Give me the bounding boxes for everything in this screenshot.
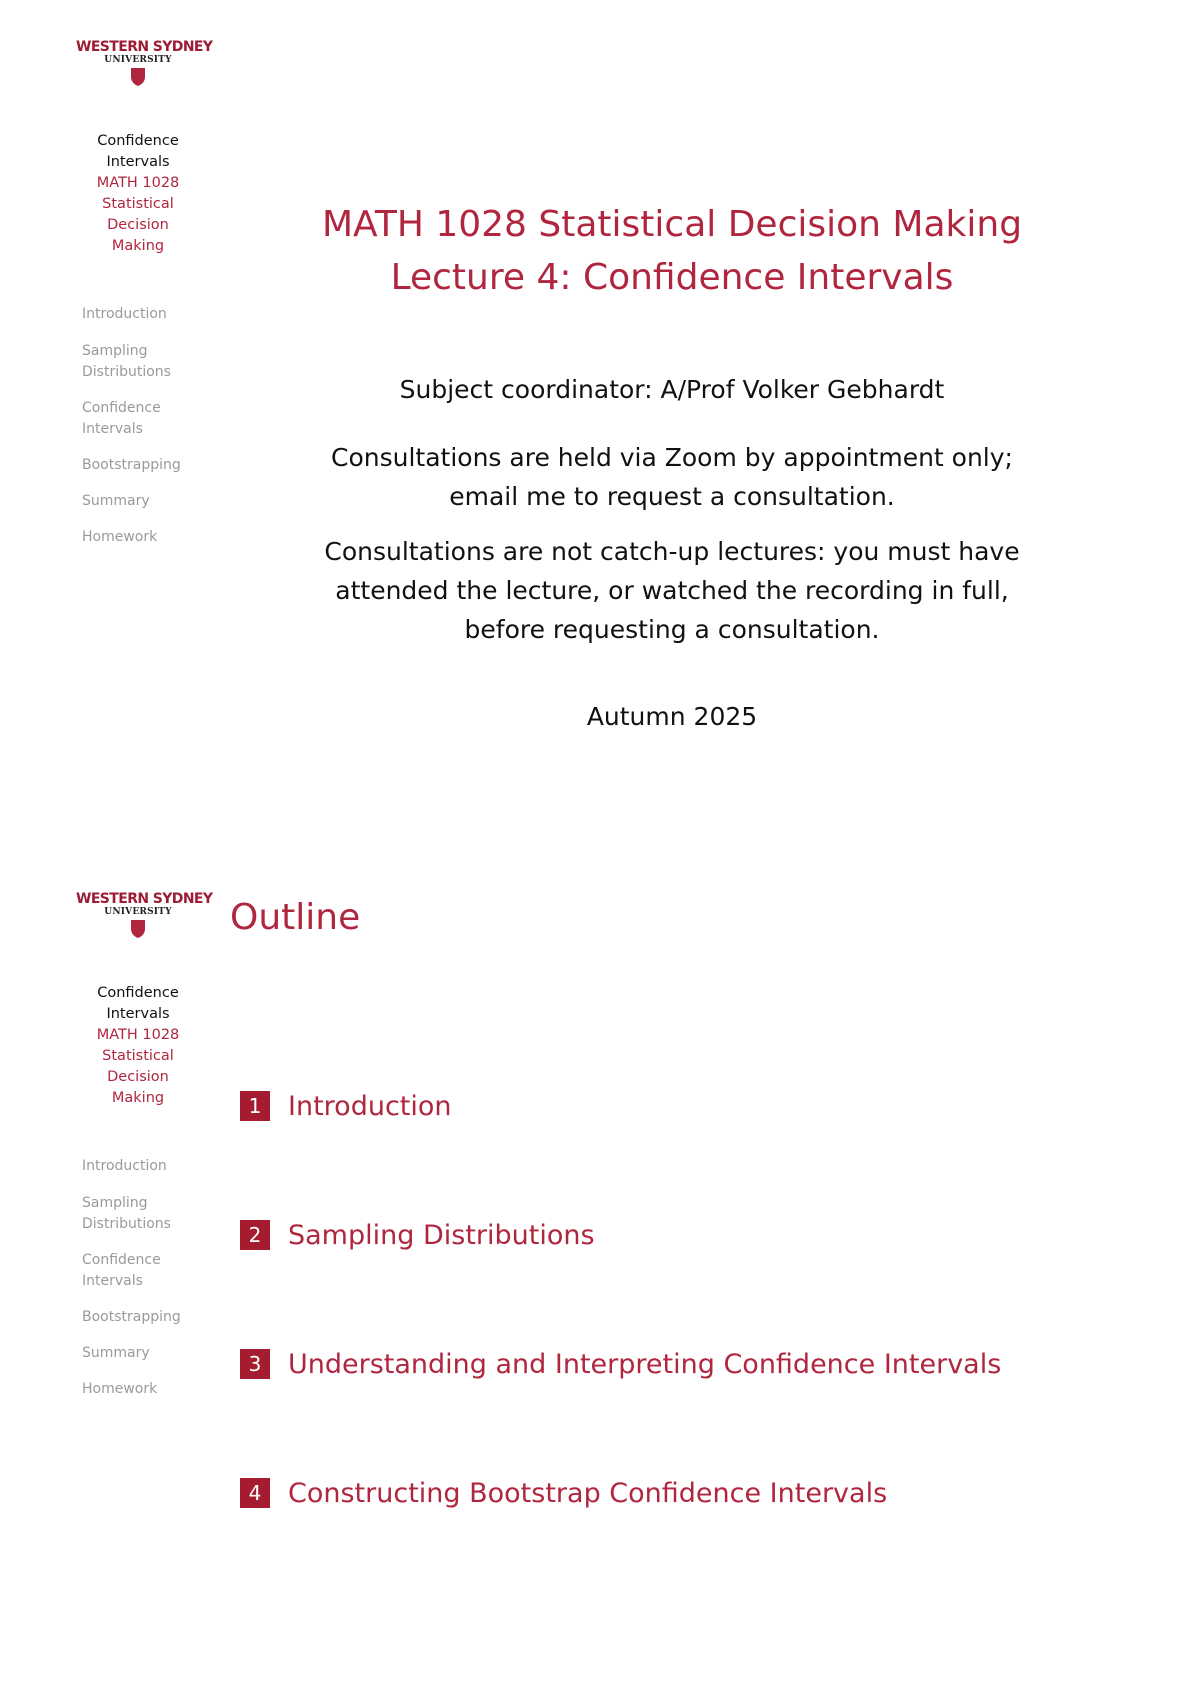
sidebar bbox=[0, 0, 213, 848]
sidebar-title[interactable]: Confidence Intervals bbox=[97, 133, 179, 170]
consultation-info: Consultations are held via Zoom by appointment only; email me to request a consultation. bbox=[331, 443, 1013, 511]
sidebar-item-summary[interactable]: Summary bbox=[82, 1345, 150, 1361]
logo-top-text: WESTERN SYDNEY bbox=[76, 891, 213, 907]
university-logo bbox=[76, 39, 213, 87]
lecture-title-line1: MATH 1028 Statistical Decision Making bbox=[321, 204, 1023, 245]
sidebar-item-bootstrapping[interactable]: Bootstrapping bbox=[82, 457, 181, 473]
shield-icon bbox=[130, 919, 146, 939]
sidebar-item-confidence-intervals[interactable]: Confidence Intervals bbox=[82, 400, 161, 437]
sidebar-item-introduction[interactable]: Introduction bbox=[82, 306, 167, 322]
sidebar-title[interactable]: Confidence Intervals bbox=[97, 985, 179, 1022]
outline-item-1[interactable] bbox=[240, 1089, 452, 1123]
sidebar-course[interactable]: MATH 1028 Statistical Decision Making bbox=[96, 175, 180, 254]
outline-item-label: Sampling Distributions bbox=[288, 1219, 595, 1251]
section-number-badge: 1 bbox=[240, 1091, 270, 1121]
sidebar-item-bootstrapping[interactable]: Bootstrapping bbox=[82, 1309, 181, 1325]
section-number-badge: 2 bbox=[240, 1220, 270, 1250]
outline-slide bbox=[0, 852, 1200, 1700]
title-slide bbox=[0, 0, 1200, 848]
sidebar bbox=[0, 852, 213, 1700]
sidebar-nav bbox=[82, 304, 212, 563]
outline-item-label: Constructing Bootstrap Confidence Intervals bbox=[288, 1477, 888, 1509]
section-number-badge: 4 bbox=[240, 1478, 270, 1508]
outline-item-4[interactable] bbox=[240, 1476, 887, 1510]
sidebar-item-confidence-intervals[interactable]: Confidence Intervals bbox=[82, 1252, 161, 1289]
outline-item-3[interactable] bbox=[240, 1347, 1001, 1381]
outline-item-label: Introduction bbox=[288, 1090, 452, 1122]
sidebar-item-introduction[interactable]: Introduction bbox=[82, 1158, 167, 1174]
logo-bottom-text: UNIVERSITY bbox=[104, 907, 172, 917]
logo-bottom-text: UNIVERSITY bbox=[104, 55, 172, 65]
outline-item-2[interactable] bbox=[240, 1218, 595, 1252]
sidebar-item-homework[interactable]: Homework bbox=[82, 529, 158, 545]
term-label: Autumn 2025 bbox=[586, 702, 758, 731]
shield-icon bbox=[130, 67, 146, 87]
sidebar-course[interactable]: MATH 1028 Statistical Decision Making bbox=[96, 1027, 180, 1106]
sidebar-item-sampling-distributions[interactable]: Sampling Distributions bbox=[82, 343, 171, 380]
outline-item-label: Understanding and Interpreting Confidence Intervals bbox=[288, 1348, 1002, 1380]
outline-title: Outline bbox=[230, 897, 361, 938]
lecture-title-line2: Lecture 4: Confidence Intervals bbox=[390, 257, 954, 298]
university-logo bbox=[76, 891, 213, 939]
consultation-policy: Consultations are not catch-up lectures: you must have attended the lecture, or watched the recording in full, before requesting a consultation. bbox=[324, 537, 1020, 644]
sidebar-item-sampling-distributions[interactable]: Sampling Distributions bbox=[82, 1195, 171, 1232]
subject-coordinator: Subject coordinator: A/Prof Volker Gebhardt bbox=[399, 375, 945, 404]
sidebar-item-homework[interactable]: Homework bbox=[82, 1381, 158, 1397]
logo-top-text: WESTERN SYDNEY bbox=[76, 39, 213, 55]
section-number-badge: 3 bbox=[240, 1349, 270, 1379]
sidebar-nav bbox=[82, 1156, 212, 1415]
sidebar-item-summary[interactable]: Summary bbox=[82, 493, 150, 509]
